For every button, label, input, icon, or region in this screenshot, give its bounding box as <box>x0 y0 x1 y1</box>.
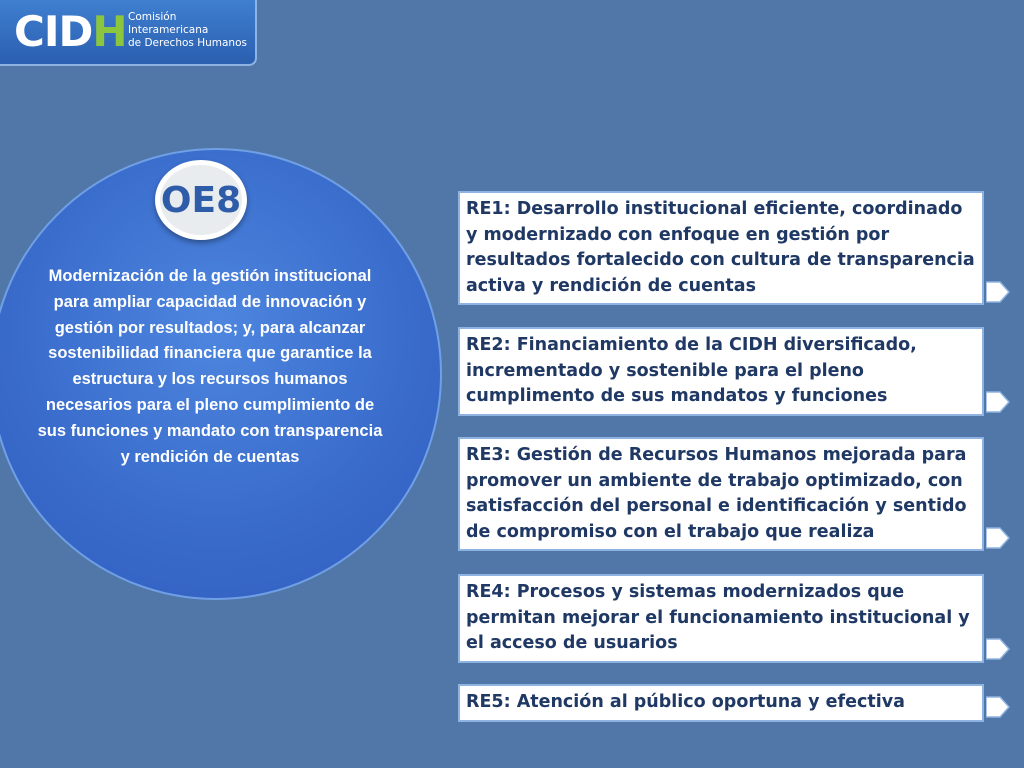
result-box-re2: RE2: Financiamiento de la CIDH diversificado, incrementado y sostenible para el pleno cumplimento de sus mandatos y funciones <box>458 327 984 416</box>
logo-text <box>128 11 247 50</box>
result-box-re4: RE4: Procesos y sistemas modernizados que permitan mejorar el funcionamiento institucional y el acceso de usuarios <box>458 574 984 663</box>
arrow-right-icon <box>986 281 1010 303</box>
arrow-right-icon <box>986 391 1010 413</box>
logo-line-1: Comisión <box>128 11 177 23</box>
arrow-right-icon <box>986 638 1010 660</box>
result-box-re1: RE1: Desarrollo institucional eficiente, coordinado y modernizado con enfoque en gestión por resultados fortalecido con cultura de transparencia activa y rendición de cuentas <box>458 191 984 305</box>
logo-mark-main: CID <box>14 7 93 56</box>
arrow-right-icon <box>986 696 1010 718</box>
logo-line-3: de Derechos Humanos <box>128 37 247 49</box>
result-box-re5: RE5: Atención al público oportuna y efectiva <box>458 684 984 722</box>
cidh-logo <box>0 0 257 66</box>
logo-line-2: Interamericana <box>128 24 209 36</box>
objective-text: Modernización de la gestión institucional para ampliar capacidad de innovación y gestión por resultados; y, para alcanzar sostenibilidad financiera que garantice la estructura y los recursos humanos necesarios para el pleno cumplimiento de sus funciones y mandato con transparencia y rendición de cuentas <box>37 267 383 466</box>
logo-mark <box>14 8 126 56</box>
result-box-re3: RE3: Gestión de Recursos Humanos mejorada para promover un ambiente de trabajo optimizado, con satisfacción del personal e identificación y sentido de compromiso con el trabajo que realiza <box>458 437 984 551</box>
logo-mark-accent: H <box>92 7 127 56</box>
arrow-right-icon <box>986 527 1010 549</box>
objective-badge: OE8 <box>155 160 247 240</box>
